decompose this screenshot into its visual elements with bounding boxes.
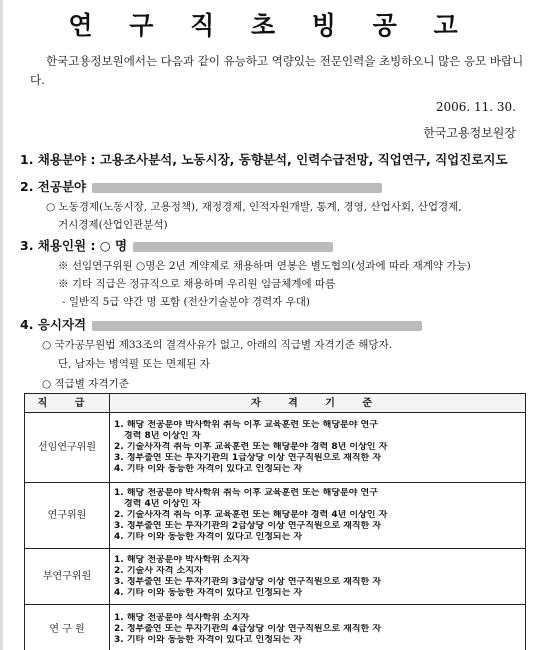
section-eligibility bbox=[20, 315, 422, 333]
requirement-line: 2. 기술사자격 취득 이후 교육훈련 또는 해당분야 경력 8년 이상인 자 bbox=[114, 442, 388, 452]
scan-edge bbox=[0, 0, 3, 650]
requirement-line: 1. 해당 전공분야 박사학위 취득 이후 교육훈련 또는 해당분야 연구 bbox=[114, 420, 378, 430]
requirements-cell bbox=[110, 549, 526, 605]
eligibility-line-1: ○ 국가공무원법 제33조의 결격사유가 없고, 아래의 직급별 자격기준 해당자. bbox=[42, 339, 393, 351]
requirement-line: 3. 정부출연 또는 투자기관의 1급상당 이상 연구직원으로 재직한 자 bbox=[114, 453, 382, 463]
rank-cell: 선임연구위원 bbox=[25, 413, 110, 483]
redaction-mark bbox=[92, 183, 382, 193]
requirement-line: 2. 기술사 자격 소지자 bbox=[114, 565, 203, 576]
intro-paragraph: 한국고용정보원에서는 다음과 같이 유능하고 역량있는 전문인력을 초빙하오니 많은 응모 바랍니다. bbox=[30, 54, 524, 87]
eligibility-line-3: ○ 직급별 자격기준 bbox=[42, 378, 129, 390]
section-recruit-field: 1. 채용분야 : 고용조사분석, 노동시장, 동향분석, 인력수급전망, 직업연구, 직업진로지도 bbox=[20, 152, 508, 167]
requirement-line: 경력 8년 이상인 자 bbox=[124, 431, 201, 441]
section-headcount bbox=[20, 236, 333, 254]
section-major-field-label: 2. 전공분야 bbox=[20, 179, 87, 194]
requirement-line: 1. 해당 전공분야 박사학위 소지자 bbox=[114, 554, 250, 565]
requirements-cell bbox=[110, 483, 526, 549]
requirement-line: 1. 해당 전공분야 석사학위 소지자 bbox=[114, 613, 250, 623]
requirement-line: 1. 해당 전공분야 박사학위 취득 이후 교육훈련 또는 해당분야 연구 bbox=[114, 488, 378, 498]
table-row bbox=[25, 483, 526, 549]
issuing-organization: 한국고용정보원장 bbox=[423, 126, 516, 140]
announcement-date: 2006. 11. 30. bbox=[435, 100, 516, 114]
requirement-line: 2. 정부출연 또는 투자기관의 4급상당 이상 연구직원으로 재직한 자 bbox=[114, 624, 382, 634]
rank-cell: 부연구위원 bbox=[25, 549, 110, 605]
requirement-line: 3. 정부출연 또는 투자기관의 2급상당 이상 연구직원으로 재직한 자 bbox=[114, 521, 382, 531]
requirement-line: 경력 4년 이상인 자 bbox=[124, 499, 201, 509]
requirement-line: 4. 기타 이와 동등한 자격이 있다고 인정되는 자 bbox=[114, 587, 303, 598]
eligibility-line-2: 단, 남자는 병역필 또는 면제된 자 bbox=[58, 358, 210, 370]
major-field-line-2: 거시경제(산업인관분석) bbox=[58, 219, 168, 231]
table-row bbox=[25, 413, 526, 483]
requirement-line: 2. 기술사자격 취득 이후 교육훈련 또는 해당분야 경력 4년 이상인 자 bbox=[114, 510, 388, 520]
requirement-line: 3. 기타 이와 동등한 자격이 있다고 인정되는 자 bbox=[114, 635, 303, 645]
requirement-line: 4. 기타 이와 동등한 자격이 있다고 인정되는 자 bbox=[114, 464, 303, 474]
table-row bbox=[25, 549, 526, 605]
header-requirements: 자 격 기 준 bbox=[110, 394, 526, 413]
section-eligibility-label: 4. 응시자격 bbox=[20, 317, 87, 332]
table-row bbox=[25, 605, 526, 650]
requirement-line: 4. 기타 이와 동등한 자격이 있다고 인정되는 자 bbox=[114, 532, 303, 542]
redaction-mark bbox=[133, 242, 333, 252]
requirement-line: 3. 정부출연 또는 투자기관의 3급상당 이상 연구직원으로 재직한 자 bbox=[114, 576, 382, 587]
headcount-note-3: - 일반직 5급 약간 명 포함 (전산기술분야 경력자 우대) bbox=[62, 296, 310, 308]
section-headcount-label: 3. 채용인원 : ○ 명 bbox=[20, 238, 128, 253]
section-major-field bbox=[20, 177, 382, 195]
major-field-line-1: ○ 노동경제(노동시장, 고용정책), 재정경제, 인적자원개발, 통계, 경영, 산업사회, 산업경제, bbox=[46, 201, 462, 213]
header-rank: 직 급 bbox=[25, 394, 110, 413]
requirements-cell bbox=[110, 413, 526, 483]
headcount-note-2: ※ 기타 직급은 정규직으로 채용하며 우리원 임금체계에 따름 bbox=[58, 278, 336, 290]
headcount-note-1: ※ 선임연구위원 ○명은 2년 계약제로 채용하며 연봉은 별도협의(성과에 따라 재계약 가능) bbox=[58, 260, 471, 272]
qualification-table bbox=[24, 393, 526, 650]
page-title: 연 구 직 초 빙 공 고 bbox=[68, 11, 472, 40]
redaction-mark bbox=[92, 321, 422, 331]
rank-cell: 연 구 원 bbox=[25, 605, 110, 650]
table-header-row bbox=[25, 394, 526, 413]
requirements-cell bbox=[110, 605, 526, 650]
rank-cell: 연구위원 bbox=[25, 483, 110, 549]
